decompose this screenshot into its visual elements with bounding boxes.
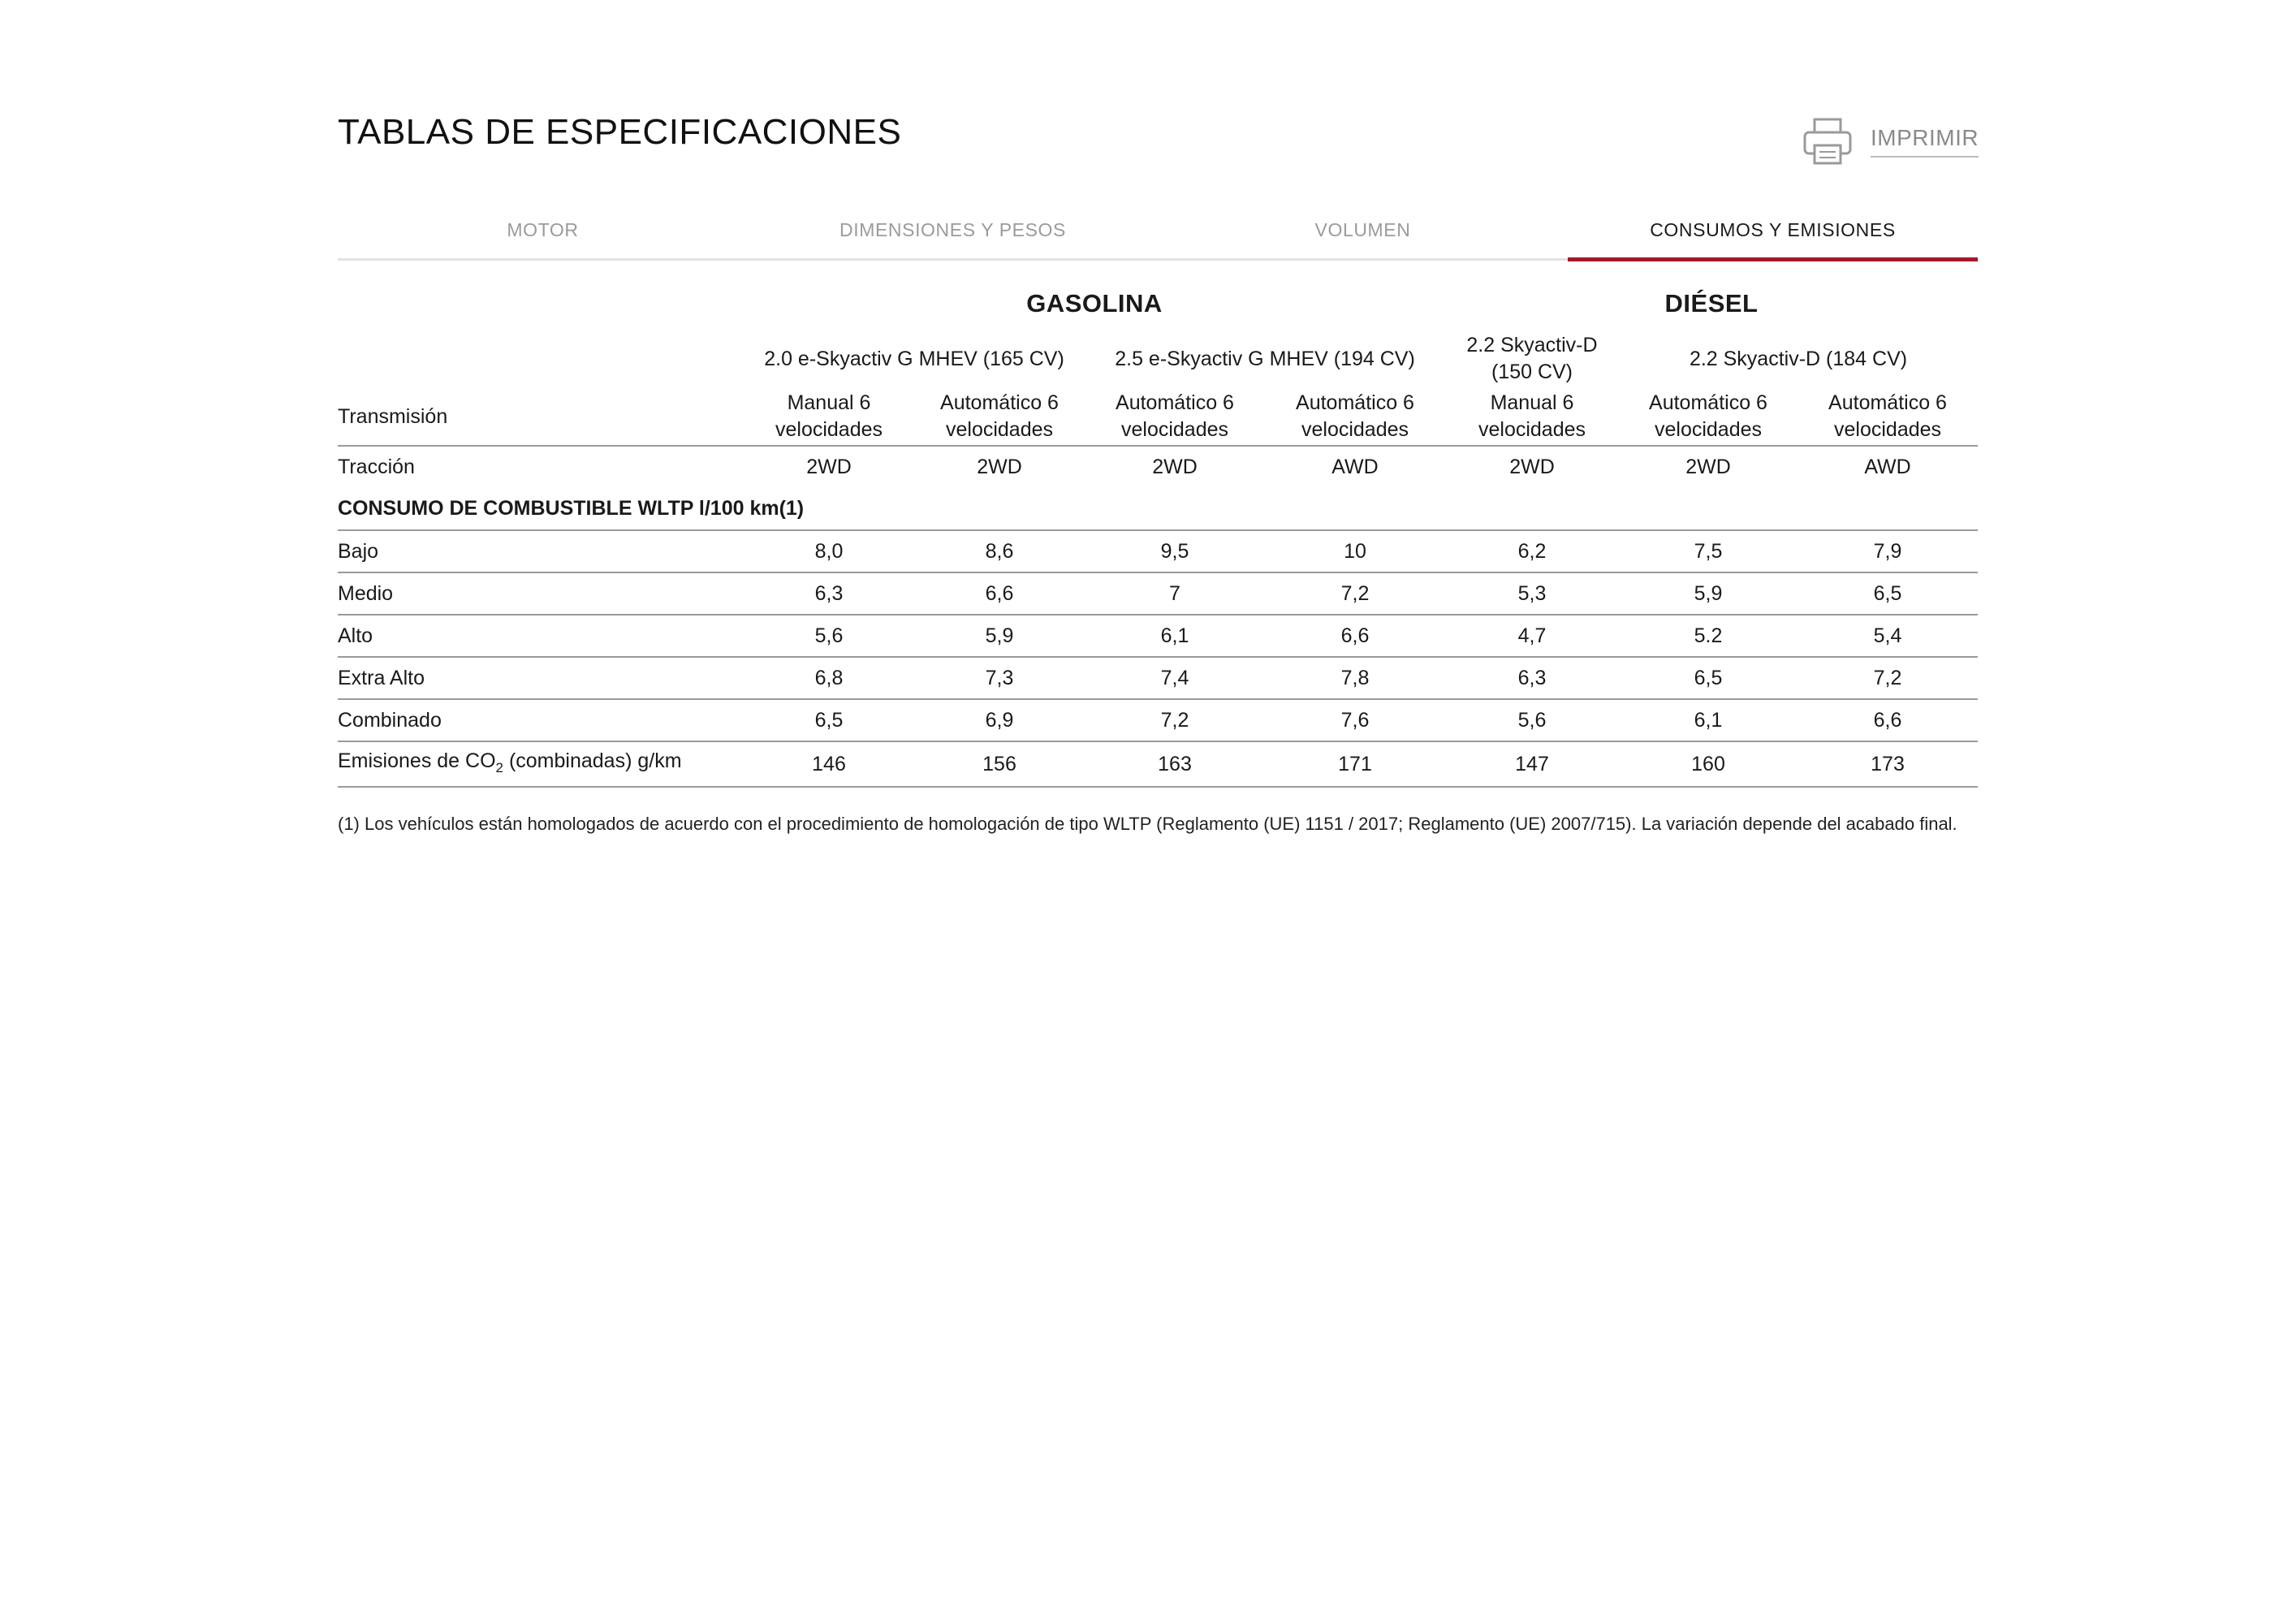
value-cell: 7,2 — [1798, 657, 1978, 699]
value-cell: 6,9 — [914, 699, 1085, 741]
value-cell: 6,6 — [1798, 699, 1978, 741]
value-cell: 171 — [1265, 741, 1445, 787]
value-cell: 6,8 — [744, 657, 914, 699]
transmission-row — [338, 388, 1978, 446]
value-cell: Automático 6 velocidades — [1265, 388, 1445, 446]
row-label: Medio — [338, 572, 744, 615]
engine-header: 2.2 Skyactiv-D (150 CV) — [1466, 334, 1598, 383]
row-label: Extra Alto — [338, 657, 744, 699]
value-cell: 173 — [1798, 741, 1978, 787]
tab-motor[interactable]: MOTOR — [507, 219, 579, 240]
consumption-row — [338, 657, 1978, 699]
value-cell: 7,4 — [1085, 657, 1265, 699]
value-cell: 5.2 — [1619, 615, 1798, 657]
value-cell: 2WD — [977, 455, 1022, 478]
value-cell: 10 — [1265, 530, 1445, 572]
fuel-type-gasolina: GASOLINA — [1026, 288, 1163, 317]
value-cell: 8,6 — [914, 530, 1085, 572]
row-label: Transmisión — [338, 388, 744, 446]
print-label: IMPRIMIR — [1871, 125, 1979, 158]
consumption-rows — [338, 530, 1978, 741]
engine-row — [338, 330, 1978, 388]
engine-header: 2.0 e-Skyactiv G MHEV (165 CV) — [764, 347, 1064, 370]
consumption-row — [338, 530, 1978, 572]
value-cell: 156 — [914, 741, 1085, 787]
print-button[interactable] — [1802, 117, 1979, 166]
value-cell: 7 — [1085, 572, 1265, 615]
consumption-row — [338, 615, 1978, 657]
tab-volumen[interactable]: VOLUMEN — [1314, 219, 1411, 240]
value-cell: Automático 6 velocidades — [1619, 388, 1798, 446]
value-cell: Manual 6 velocidades — [1445, 388, 1619, 446]
value-cell: 8,0 — [744, 530, 914, 572]
value-cell: 5,6 — [1445, 699, 1619, 741]
empty-cell — [338, 276, 744, 330]
empty-cell — [338, 330, 744, 388]
tab-consumos-y-emisiones[interactable]: CONSUMOS Y EMISIONES — [1568, 208, 1978, 258]
value-cell: 4,7 — [1445, 615, 1619, 657]
row-label: Combinado — [338, 699, 744, 741]
value-cell: 7,9 — [1798, 530, 1978, 572]
consumption-row — [338, 572, 1978, 615]
value-cell: 6,3 — [744, 572, 914, 615]
row-label: Alto — [338, 615, 744, 657]
spec-tabs — [338, 208, 1978, 261]
value-cell: AWD — [1331, 455, 1379, 478]
value-cell: 7,5 — [1619, 530, 1798, 572]
value-cell: 6,6 — [914, 572, 1085, 615]
value-cell: 7,8 — [1265, 657, 1445, 699]
engine-header: 2.2 Skyactiv-D (184 CV) — [1689, 347, 1908, 370]
value-cell: 146 — [744, 741, 914, 787]
value-cell: 6,5 — [744, 699, 914, 741]
spec-table — [338, 276, 1978, 788]
value-cell: 6,1 — [1619, 699, 1798, 741]
value-cell: 2WD — [806, 455, 852, 478]
row-label: Bajo — [338, 530, 744, 572]
value-cell: 5,4 — [1798, 615, 1978, 657]
value-cell: 2WD — [1685, 455, 1731, 478]
section-title: CONSUMO DE COMBUSTIBLE WLTP l/100 km(1) — [338, 487, 1978, 530]
value-cell: 163 — [1085, 741, 1265, 787]
value-cell: 7,2 — [1085, 699, 1265, 741]
value-cell: 6,5 — [1619, 657, 1798, 699]
fuel-type-diesel: DIÉSEL — [1664, 288, 1759, 317]
page-title: TABLAS DE ESPECIFICACIONES — [338, 112, 902, 152]
emissions-label-subscript: 2 — [495, 759, 503, 775]
consumption-row — [338, 699, 1978, 741]
value-cell: 5,9 — [1619, 572, 1798, 615]
value-cell: Automático 6 velocidades — [1085, 388, 1265, 446]
value-cell: 7,6 — [1265, 699, 1445, 741]
value-cell: Automático 6 velocidades — [1798, 388, 1978, 446]
value-cell: 7,3 — [914, 657, 1085, 699]
value-cell: 160 — [1619, 741, 1798, 787]
value-cell: Automático 6 velocidades — [914, 388, 1085, 446]
value-cell: 6,2 — [1445, 530, 1619, 572]
value-cell: 6,1 — [1085, 615, 1265, 657]
consumption-section-row — [338, 487, 1978, 530]
emissions-label-suffix: (combinadas) g/km — [503, 749, 682, 772]
engine-header: 2.5 e-Skyactiv G MHEV (194 CV) — [1115, 347, 1415, 370]
value-cell: AWD — [1864, 455, 1911, 478]
value-cell: 147 — [1445, 741, 1619, 787]
emissions-row — [338, 741, 1978, 787]
value-cell: 5,3 — [1445, 572, 1619, 615]
value-cell: Manual 6 velocidades — [744, 388, 914, 446]
fuel-type-row — [338, 276, 1978, 330]
value-cell: 5,9 — [914, 615, 1085, 657]
printer-icon — [1802, 117, 1853, 166]
value-cell: 9,5 — [1085, 530, 1265, 572]
value-cell: 6,3 — [1445, 657, 1619, 699]
value-cell: 7,2 — [1265, 572, 1445, 615]
tab-dimensiones-y-pesos[interactable]: DIMENSIONES Y PESOS — [839, 219, 1066, 240]
value-cell: 2WD — [1152, 455, 1198, 478]
value-cell: 6,5 — [1798, 572, 1978, 615]
traction-row — [338, 446, 1978, 487]
value-cell: 6,6 — [1265, 615, 1445, 657]
footnote: (1) Los vehículos están homologados de acuerdo con el procedimiento de homologación de tipo WLTP (Reglamento (UE) 1151 / 2017; Reglamento (UE) 2007/715). La variación depende del acabado final. — [338, 814, 1957, 834]
emissions-label-prefix: Emisiones de CO — [338, 749, 496, 772]
row-label — [338, 741, 744, 787]
value-cell: 5,6 — [744, 615, 914, 657]
row-label: Tracción — [338, 455, 415, 478]
value-cell: 2WD — [1509, 455, 1555, 478]
